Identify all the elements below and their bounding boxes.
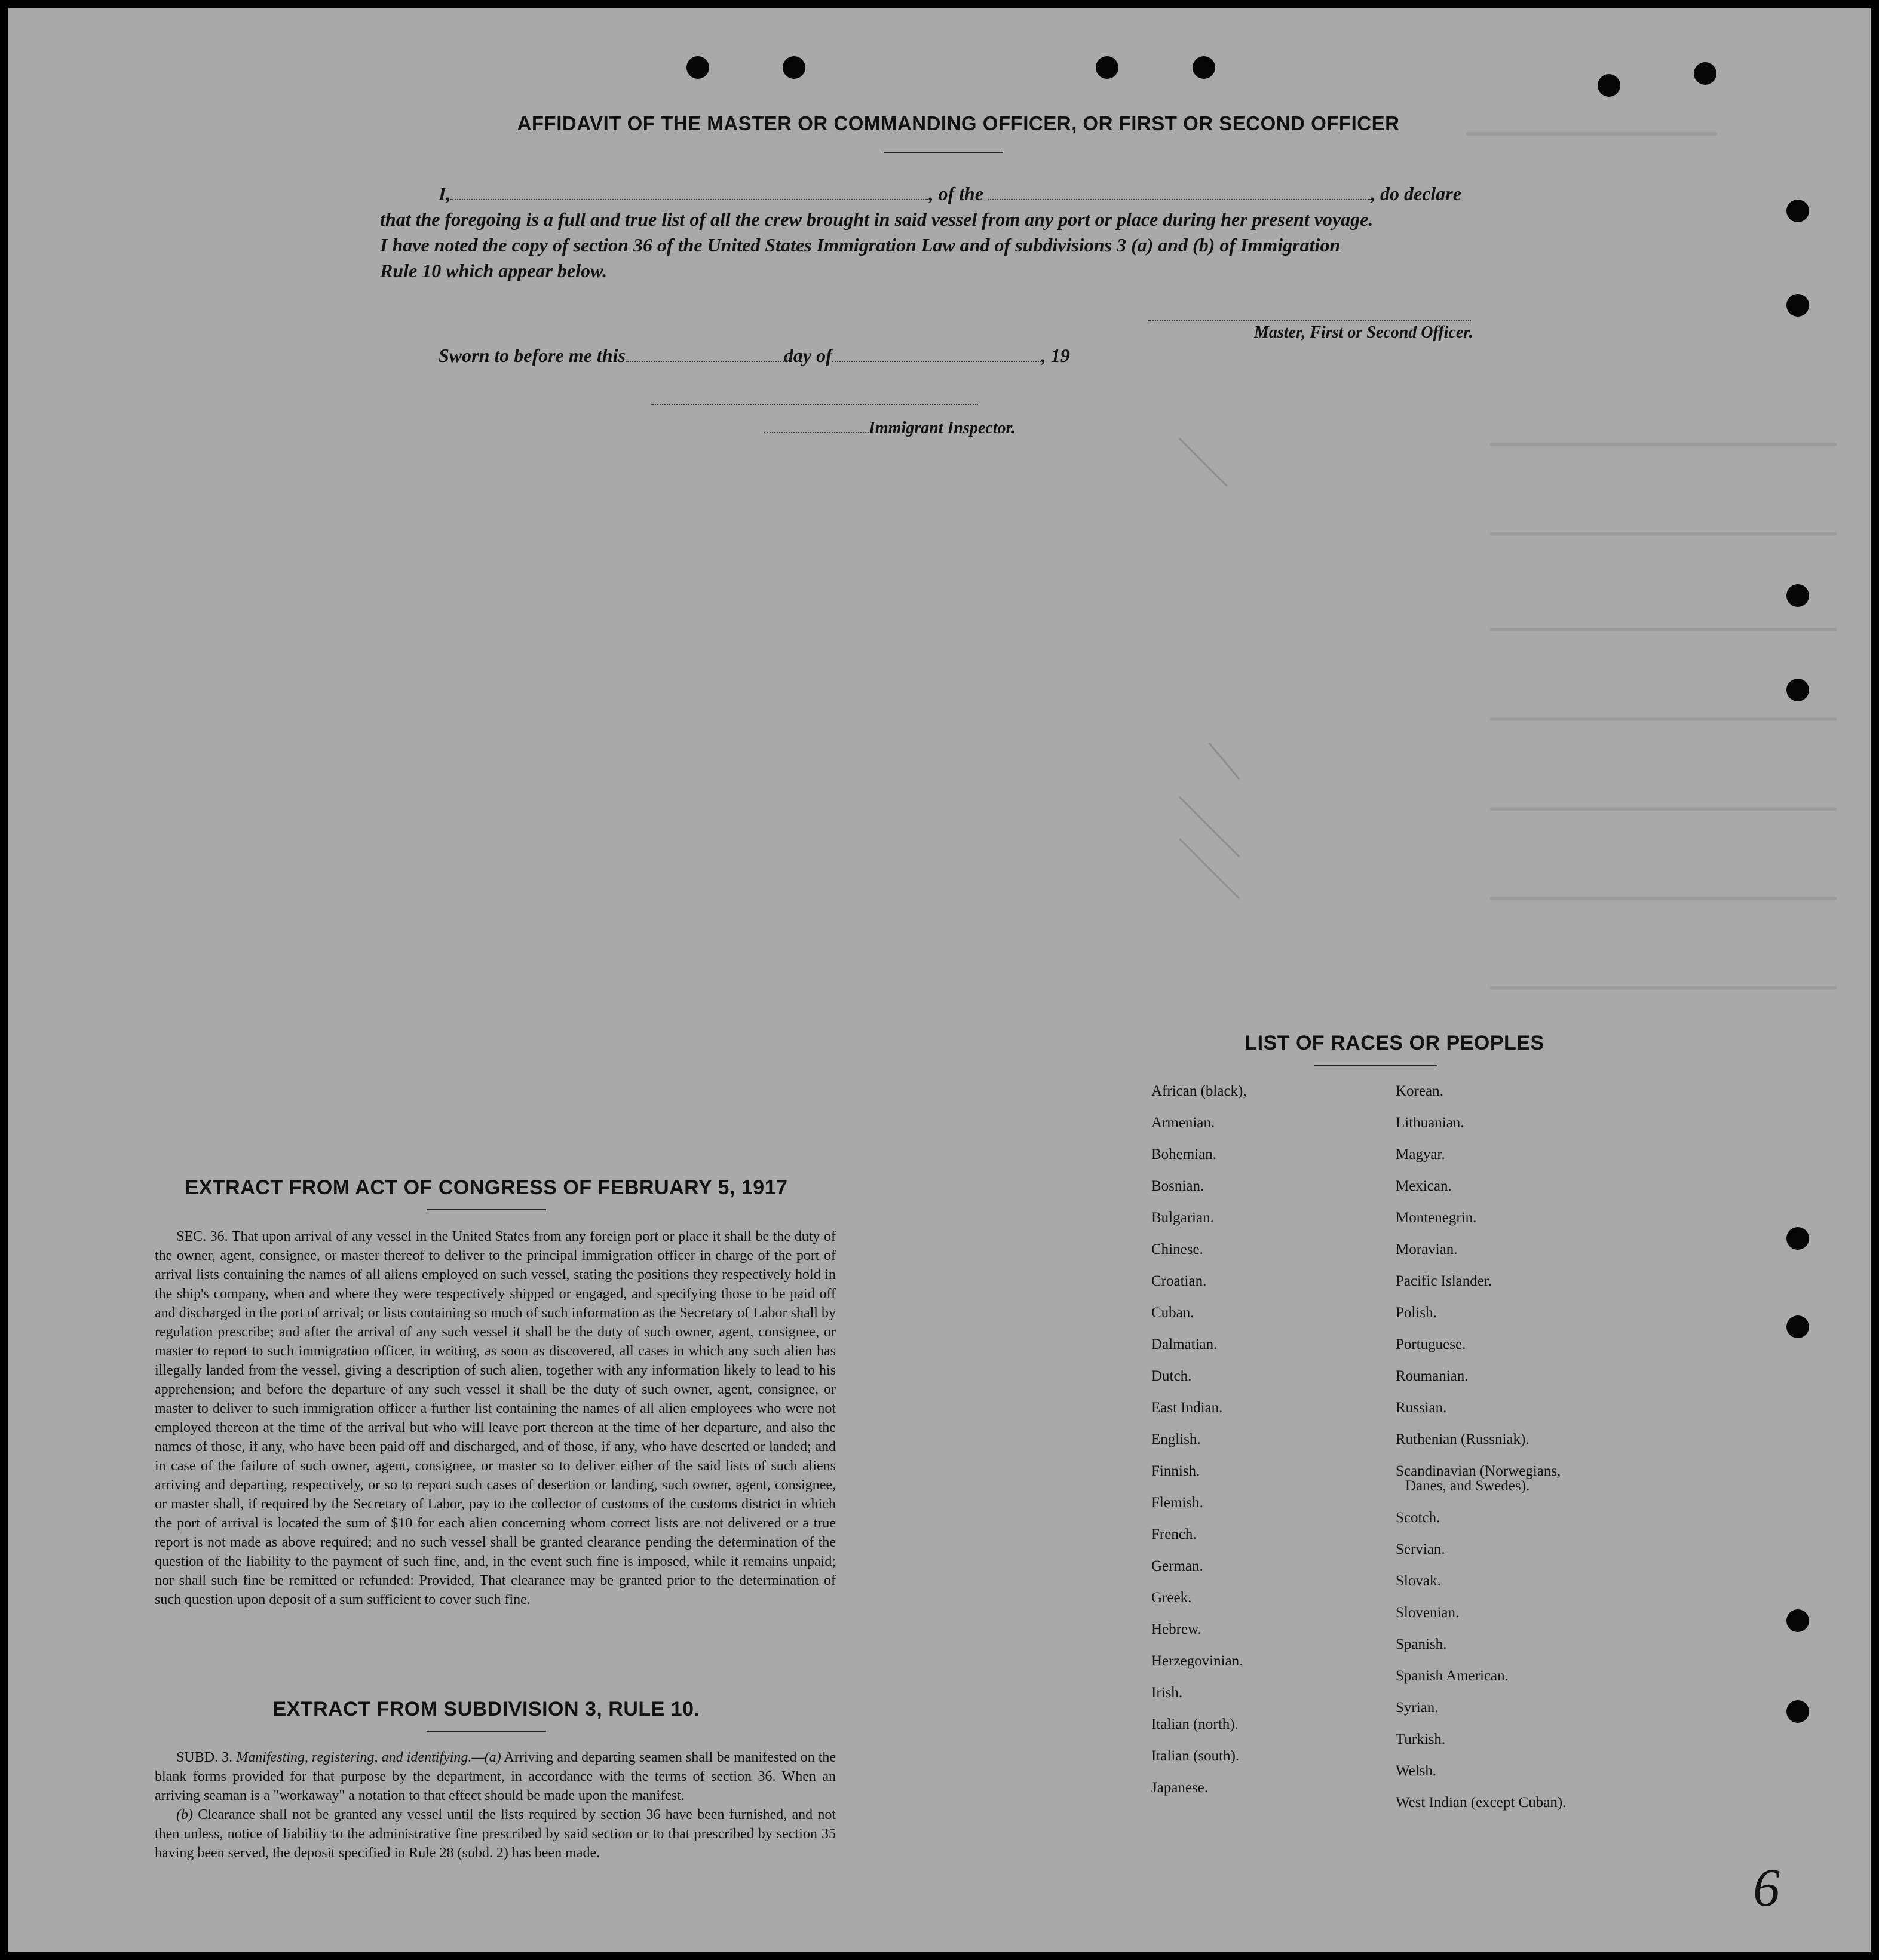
act-extract-body — [155, 1227, 836, 1609]
punch-hole — [1193, 56, 1215, 79]
inspector-label: Immigrant Inspector. — [869, 419, 1016, 437]
race-item: Pacific Islander. — [1396, 1273, 1492, 1289]
race-item: Italian (north). — [1151, 1716, 1239, 1732]
race-item: Slovenian. — [1396, 1605, 1460, 1621]
punch-hole — [1786, 584, 1809, 607]
punch-hole — [783, 56, 805, 79]
race-item: Herzegovinian. — [1151, 1653, 1243, 1669]
race-item: Bulgarian. — [1151, 1210, 1214, 1226]
affidavit-line-1 — [439, 183, 1461, 205]
subd-a-paragraph — [155, 1748, 836, 1805]
month-blank-field[interactable] — [832, 345, 1041, 362]
races-column-2 — [1396, 1075, 1566, 1818]
race-item: Bosnian. — [1151, 1178, 1204, 1194]
rule-title-divider — [427, 1731, 546, 1732]
race-item: English. — [1151, 1431, 1201, 1447]
races-title: LIST OF RACES OR PEOPLES — [1245, 1032, 1544, 1054]
punch-hole — [1786, 294, 1809, 317]
race-item: French. — [1151, 1526, 1197, 1542]
subd-label: SUBD. 3. — [176, 1750, 233, 1765]
inspector-signature-field[interactable] — [651, 388, 978, 405]
race-item: Danes, and Swedes). — [1405, 1478, 1530, 1494]
race-item: Roumanian. — [1396, 1368, 1469, 1384]
affidavit-of-the: , of the — [928, 183, 983, 204]
race-item: Armenian. — [1151, 1115, 1215, 1131]
race-item: Bohemian. — [1151, 1146, 1217, 1162]
affidavit-i: I, — [439, 183, 451, 204]
race-item: Montenegrin. — [1396, 1210, 1477, 1226]
affidavit-line-3: I have noted the copy of section 36 of the United States Immigration Law and of subdivisions 3 (a) and (b) of Immigration — [380, 234, 1341, 256]
affidavit-line-4: Rule 10 which appear below. — [380, 260, 608, 281]
title-divider — [884, 152, 1003, 153]
inspector-line — [764, 419, 1016, 438]
race-item: Korean. — [1396, 1083, 1443, 1099]
punch-hole — [1786, 200, 1809, 222]
inspector-name-blank[interactable] — [764, 420, 869, 433]
subd-b-paragraph — [155, 1805, 836, 1863]
sworn-prefix: Sworn to before me this — [439, 345, 626, 366]
race-item: African (black), — [1151, 1083, 1247, 1099]
document-page — [8, 8, 1871, 1952]
race-item: East Indian. — [1151, 1400, 1223, 1416]
race-item: Polish. — [1396, 1305, 1437, 1321]
affidavit-declare: , do declare — [1371, 183, 1461, 204]
subd-a-text: Arriving and departing seamen shall be manifested on the blank forms provided for that purpose by the department, in accordance with the terms of section 36. When an arriving seaman is a "workaway" a notation to that effect should be made upon the manifest. — [155, 1750, 836, 1803]
affidavit-title: AFFIDAVIT OF THE MASTER OR COMMANDING OFFICER, OR FIRST OR SECOND OFFICER — [517, 112, 1400, 134]
punch-hole — [1096, 56, 1118, 79]
race-item: Hebrew. — [1151, 1621, 1201, 1637]
race-item: Japanese. — [1151, 1780, 1209, 1796]
race-item: Scandinavian (Norwegians, — [1396, 1463, 1561, 1479]
race-item: Cuban. — [1151, 1305, 1194, 1321]
sworn-day-of: day of — [783, 345, 832, 366]
race-item: Spanish. — [1396, 1636, 1447, 1652]
race-item: Scotch. — [1396, 1510, 1440, 1526]
punch-hole — [686, 56, 709, 79]
subd-heading: Manifesting, registering, and identifying.—(a) — [236, 1750, 501, 1765]
subd-b-text: Clearance shall not be granted any vessel until the lists required by section 36 have been furnished, and not then unless, notice of liability to the administrative fine prescribed by said section or to that prescribed by section 35 having been served, the deposit specified in Rule 28 (subd. 2) has been made. — [155, 1807, 836, 1861]
race-item: Slovak. — [1396, 1573, 1441, 1589]
race-item: Chinese. — [1151, 1241, 1203, 1257]
sworn-line — [439, 345, 1070, 367]
punch-hole — [1694, 62, 1716, 85]
races-column-1 — [1151, 1075, 1247, 1803]
race-item: Croatian. — [1151, 1273, 1207, 1289]
race-item: Finnish. — [1151, 1463, 1200, 1479]
master-signature-field[interactable] — [1148, 305, 1471, 321]
race-item: Syrian. — [1396, 1700, 1439, 1716]
punch-hole — [1598, 74, 1620, 97]
races-title-divider — [1314, 1065, 1437, 1066]
rule-extract-title: EXTRACT FROM SUBDIVISION 3, RULE 10. — [272, 1698, 700, 1720]
race-item: Moravian. — [1396, 1241, 1458, 1257]
sworn-year: , 19 — [1041, 345, 1070, 366]
page-number: 6 — [1753, 1858, 1780, 1918]
subd-b-label: (b) — [176, 1807, 193, 1823]
race-item: Spanish American. — [1396, 1668, 1509, 1684]
bleed-through-background — [8, 8, 1871, 1952]
day-blank-field[interactable] — [626, 345, 784, 362]
race-item: Italian (south). — [1151, 1748, 1240, 1764]
race-item: Lithuanian. — [1396, 1115, 1464, 1131]
race-item: Russian. — [1396, 1400, 1447, 1416]
master-label: Master, First or Second Officer. — [1254, 323, 1473, 342]
affidavit-line-2: that the foregoing is a full and true list of all the crew brought in said vessel from any port or place during her present voyage. — [380, 208, 1374, 230]
race-item: Flemish. — [1151, 1495, 1203, 1511]
punch-hole — [1786, 679, 1809, 701]
race-item: Welsh. — [1396, 1763, 1437, 1779]
punch-hole — [1786, 1609, 1809, 1632]
race-item: West Indian (except Cuban). — [1396, 1795, 1567, 1811]
vessel-blank-field[interactable] — [988, 183, 1371, 200]
race-item: German. — [1151, 1558, 1203, 1574]
race-item: Servian. — [1396, 1541, 1445, 1557]
punch-hole — [1786, 1315, 1809, 1338]
act-title-divider — [427, 1209, 546, 1210]
name-blank-field[interactable] — [450, 183, 928, 200]
rule-extract-body — [155, 1748, 836, 1863]
race-item: Ruthenian (Russniak). — [1396, 1431, 1529, 1447]
race-item: Magyar. — [1396, 1146, 1445, 1162]
section-36-text: SEC. 36. That upon arrival of any vessel in the United States from any foreign port or place it shall be the duty of the owner, agent, consignee, or master thereof to deliver to the principal immigration officer in charge of the port of arrival lists containing the names of all aliens employed on such vessel, stating the positions they respectively hold in the ship's company, when and where they were respectively shipped or engaged, and specifying those to be paid off and discharged in the port of arrival; or lists containing so much of such information as the Secretary of Labor shall by regulation prescribe; and after the arrival of any such vessel it shall be the duty of such owner, agent, consignee, or master to report to such immigration officer, in writing, as soon as discovered, all cases in which any such alien has illegally landed from the vessel, giving a description of such alien, together with any information likely to lead to his apprehension; and before the departure of any such vessel it shall be the duty of such owner, agent, consignee, or master to deliver to such immigration officer a further list containing the names of all alien employees who were not employed thereon at the time of the arrival but who will leave port thereon at the time of her departure, and also the names of those, if any, who have been paid off and discharged, and of those, if any, who have deserted or landed; and in case of the failure of such owner, agent, consignee, or master so to deliver either of the said lists of such aliens arriving and departing, respectively, or so to report such cases of desertion or landing, such owner, agent, consignee, or master shall, if required by the Secretary of Labor, pay to the collector of customs of the customs district in which the port of arrival is located the sum of $10 for each alien concerning whom correct lists are not delivered or a true report is not made as above required; and no such vessel shall be granted clearance pending the determination of the question of the liability to the payment of such fine, and, in the event such fine is imposed, while it remains unpaid; nor shall such fine be remitted or refunded: Provided, That clearance may be granted prior to the determination of such question upon deposit of a sum sufficient to cover such fine. — [155, 1229, 836, 1608]
race-item: Dalmatian. — [1151, 1336, 1218, 1352]
race-item: Dutch. — [1151, 1368, 1192, 1384]
race-item: Greek. — [1151, 1590, 1192, 1606]
race-item: Mexican. — [1396, 1178, 1452, 1194]
race-item: Irish. — [1151, 1685, 1183, 1701]
punch-hole — [1786, 1700, 1809, 1723]
race-item: Turkish. — [1396, 1731, 1446, 1747]
act-extract-title: EXTRACT FROM ACT OF CONGRESS OF FEBRUARY 5, 1917 — [185, 1176, 788, 1199]
punch-hole — [1786, 1227, 1809, 1250]
race-item: Portuguese. — [1396, 1336, 1466, 1352]
